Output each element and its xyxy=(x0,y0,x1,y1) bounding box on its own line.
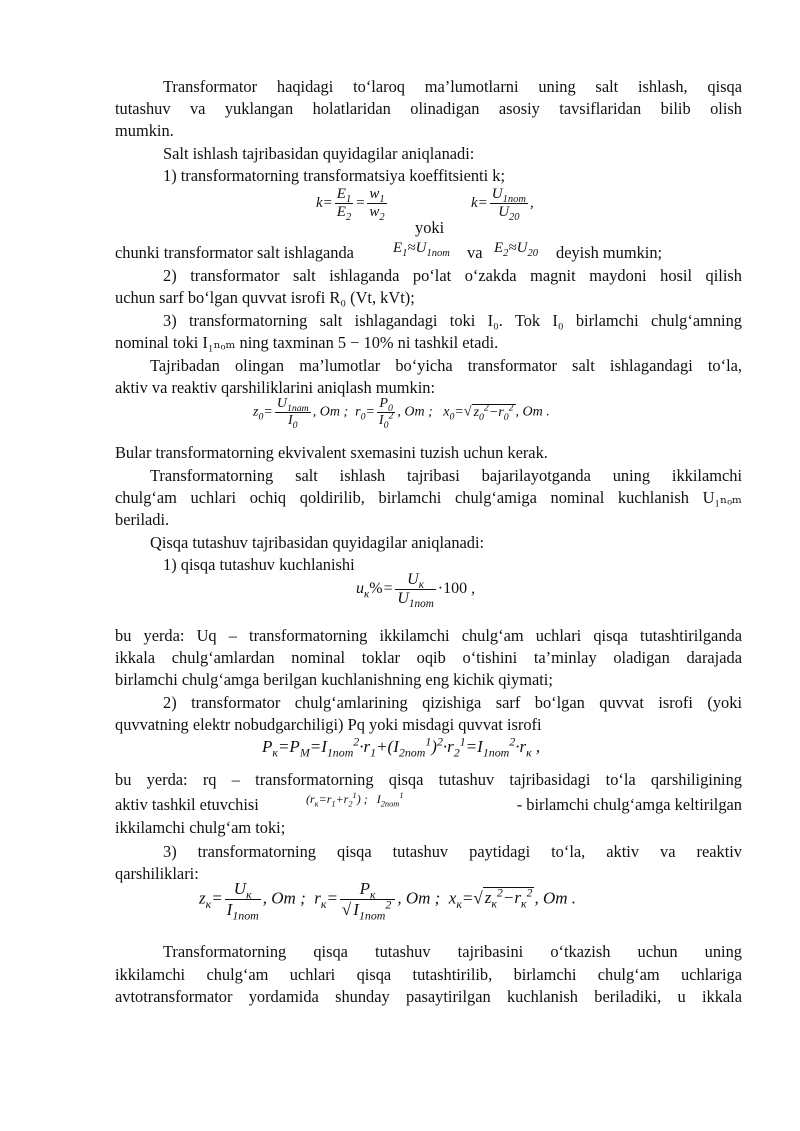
salt-item-1: 1) transformatorning transformatsiya koeffitsienti k; xyxy=(163,166,505,185)
short-circuit-item-3-line-2: qarshiliklari: xyxy=(115,864,199,883)
short-circuit-item-2-line-1: 2) transformator chulg‘amlarining qizishiga sarf bo‘lgan quvvat isrofi (yoki xyxy=(163,693,742,712)
salt-resistance-line-1: Tajribadan olingan ma’lumotlar bo‘yicha transformator salt ishlagandagi to‘la, xyxy=(150,356,742,375)
salt-item-2-line-1: 2) transformator salt ishlaganda po‘lat o‘zakda magnit maydoni hosil qilish xyxy=(163,266,742,285)
formula-k-voltage: k= $\frac{U_{1nom}}{U_{20}}$ , xyxy=(471,186,534,223)
formula-k-ratio: k= $\frac{E_1}{E_2}$ = $\frac{w_1}{w_2}$ xyxy=(316,186,385,223)
salt-note-b: deyish mumkin; xyxy=(556,243,663,262)
short-circuit-item-2-line-2: quvvatning elektr nobudgarchiligi) Pq yoki misdagi quvvat isrofi xyxy=(115,715,542,734)
paragraph-intro-line-1: Transformator haqidagi to‘laroq ma’lumotlarni uning salt ishlash, qisqa xyxy=(163,77,742,96)
uk-definition-line-1: bu yerda: Uq – transformatorning ikkilamchi chulg‘am uchlari qisqa tutashtirilganda xyxy=(115,626,742,645)
short-circuit-item-1: 1) qisqa tutashuv kuchlanishi xyxy=(163,555,355,574)
paragraph-intro-line-2: tutashuv va yuklangan holatlaridan olinadigan asosiy tavsiflaridan bilib olish xyxy=(115,99,742,118)
salt-procedure-line-3: beriladi. xyxy=(115,510,170,529)
formula-z0-r0-x0: $z_0=$ $\frac{U_{1nam}}{I_0}$ , Om ; $r_0=$ $\frac{P_0}{I_0^2}$ , Om ; $x_0=√$ $z_0^2-r_0^2$ , Om . xyxy=(253,396,550,431)
salt-procedure-line-2: chulg‘am uchlari ochiq qoldirilib, birlamchi chulg‘amiga nominal kuchlanish U₁ₙₒₘ xyxy=(115,488,742,507)
formula-e2-approx: $E_2\approx U_{20}$ xyxy=(494,240,538,259)
salt-procedure-line-1: Transformatorning salt ishlash tajribasi bajarilayotganda uning ikkilamchi xyxy=(150,466,742,485)
short-circuit-heading: Qisqa tutashuv tajribasidan quyidagilar aniqlanadi: xyxy=(150,533,485,552)
rk-definition-line-2b: - birlamchi chulg‘amga keltirilgan xyxy=(516,795,742,814)
salt-item-2-line-2: uchun sarf bo‘lgan quvvat isrofi R₀ (Vt, kVt); xyxy=(115,288,415,307)
salt-item-3-line-2: nominal toki I₁ₙₒₘ ning taxminan 5 − 10% ni tashkil etadi. xyxy=(115,333,499,352)
short-circuit-procedure-line-2: ikkilamchi chulg‘am uchlari qisqa tutashtirilib, birlamchi chulg‘am uchlariga xyxy=(115,965,742,984)
paragraph-intro-line-3: mumkin. xyxy=(115,121,174,140)
rk-definition-line-2a: aktiv tashkil etuvchisi xyxy=(115,795,259,814)
formula-zk-rk-xk: $z_к=$ $\frac{U_к}{I_{1nom}}$ , Om ; $r_к=$ $\frac{P_к}{√ I_{1nom}^2}$ , Om ; $x_к=√$ $z_к^2-r_к^2$ , Om . xyxy=(199,879,577,923)
uk-definition-line-2: ikkala chulg‘amlardan nominal toklar oqib o‘tishini ta’minlay oladigan darajada xyxy=(115,648,742,667)
salt-resistance-line-2: aktiv va reaktiv qarshiliklarini aniqlash mumkin: xyxy=(115,378,436,397)
salt-item-3-line-1: 3) transformatorning salt ishlagandagi toki I₀. Tok I₀ birlamchi chulg‘amning xyxy=(163,311,742,330)
formula-uk-percent: $u_к\%=$ $\frac{U_к}{U_{1nom}}$ ·100 , xyxy=(356,571,476,611)
salt-note-a: chunki transformator salt ishlaganda xyxy=(115,243,354,262)
short-circuit-item-3-line-1: 3) transformatorning qisqa tutashuv paytidagi to‘la, aktiv va reaktiv xyxy=(163,842,742,861)
formula-rk-sum: $(r_к=r_1+r_2^1)$ ; $I_{2nom}^1$ xyxy=(306,791,404,809)
rk-definition-line-1: bu yerda: rq – transformatorning qisqa tutashuv tajribasidagi to‘la qarshiligining xyxy=(115,770,742,789)
salt-heading: Salt ishlash tajribasidan quyidagilar aniqlanadi: xyxy=(163,144,475,163)
short-circuit-procedure-line-1: Transformatorning qisqa tutashuv tajribasini o‘tkazish uchun uning xyxy=(163,942,742,961)
rk-definition-line-3: ikkilamchi chulg‘am toki; xyxy=(115,818,286,837)
yoki-label: yoki xyxy=(415,218,445,237)
uk-definition-line-3: birlamchi chulg‘amga berilgan kuchlanishning eng kichik qiymati; xyxy=(115,670,553,689)
formula-e1-approx: $E_1\approx U_{1nom}$ xyxy=(393,240,450,259)
va-label: va xyxy=(467,243,483,262)
short-circuit-procedure-line-3: avtotransformator yordamida shunday pasaytirilgan kuchlanish beriladiki, u ikkala xyxy=(115,987,742,1006)
equivalent-scheme-note: Bular transformatorning ekvivalent sxemasini tuzish uchun kerak. xyxy=(115,443,548,462)
formula-pk-losses: $P_к=P_M=I_{1nom}^2\cdot r_1+(I_{2nom}^1)^2\cdot r_2^1=I_{1nom}^2\cdot r_к$ , xyxy=(262,734,541,760)
